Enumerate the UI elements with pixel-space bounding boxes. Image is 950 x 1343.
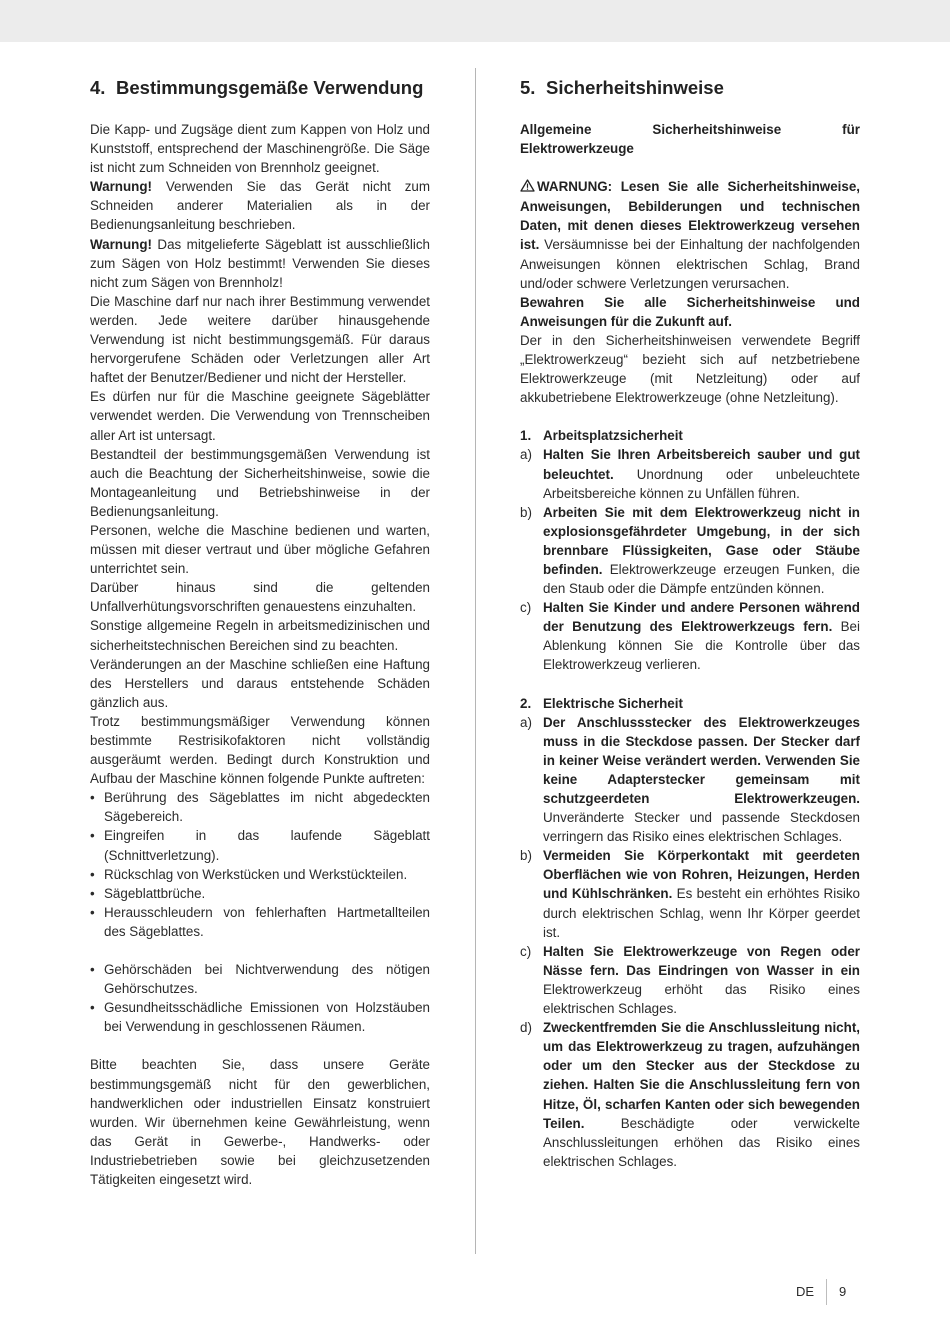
spacer [90,1036,430,1055]
list-item: b) Vermeiden Sie Körperkontakt mit geerdeten Oberflächen wie von Rohren, Heizungen, Herden und Kühlschränken. Es besteht ein erhöhtes Risiko durch elektrischen Schlag, wenn Ihr Körper geerdet ist. [520,848,861,940]
spacer [520,407,860,426]
warning-label: Warnung! [90,236,152,252]
warning-label: Warnung! [90,179,152,195]
section-4-heading: 4. Bestimmungsgemäße Verwendung [90,77,424,98]
left-column [90,76,430,1189]
spacer [90,941,430,960]
spacer [520,675,860,694]
warning-paragraph: Warnung! Verwenden Sie das Gerät nicht zum Schneiden anderer Materialien als in der Bedienungsanleitung beschrieben. [90,179,430,233]
header-band [0,0,950,42]
paragraph: Die Maschine darf nur nach ihrer Bestimmung verwendet werden. Jede weitere darüber hinausgehende Verwendung ist nicht bestimmungsgemäß. Für daraus hervorgerufene Schäden oder Verletzungen aller Art haftet der Benutzer/Bediener und nicht der Hersteller. [90,293,430,386]
section-2-heading: 2. Elektrische Sicherheit [520,695,683,711]
list-item: b) Arbeiten Sie mit dem Elektrowerkzeug nicht in explosionsgefährdeter Umgebung, in der sich brennbare Flüssigkeiten, Gase oder Stäube befinden. Elektrowerkzeuge erzeugen Funken, die den Staub oder die Dämpfe entzünden können. [520,504,860,597]
warning-paragraph: Warnung! Das mitgelieferte Sägeblatt ist ausschließlich zum Sägen von Holz bestimmt! Verwenden Sie dieses nicht zum Sägen von Brennholz! [90,236,430,290]
paragraph: Es dürfen nur für die Maschine geeignete Sägeblätter verwendet werden. Die Verwendung von Trennscheiben aller Art ist untersagt. [90,389,430,443]
list-item: • Sägeblattbrüche. [90,885,206,901]
list-item: • Rückschlag von Werkstücken und Werkstückteilen. [90,866,408,882]
list-item: • Berührung des Sägeblattes im nicht abgedeckten Sägebereich. [90,790,430,825]
spacer [520,158,860,177]
list-item: d) Zweckentfremden Sie die Anschlussleitung nicht, um das Elektrowerkzeug zu tragen, aufzuhängen oder um den Stecker aus der Steckdose zu ziehen. Halten Sie die Anschlussleitung fern von Hitze, Öl, scharfen Kanten oder sich bewegenden Teilen. Beschädigte oder verwickelte Anschlussleitungen erhöhen das Risiko eines elektrischen Schlages. [520,1020,860,1169]
list-item: • Eingreifen in das laufende Sägeblatt (Schnittverletzung). [90,828,430,863]
paragraph: Der in den Sicherheitshinweisen verwendete Begriff „Elektrowerkzeug“ bezieht sich auf netzbetriebene Elektrowerkzeuge (mit Netzleitung) oder auf akkubetriebene Elektrowerkzeuge (ohne Netzleitung). [520,332,860,406]
paragraph: Darüber hinaus sind die geltenden Unfallverhütungsvorschriften genauestens einzuhalten. [90,580,430,615]
paragraph: Trotz bestimmungsmäßiger Verwendung können bestimmte Restrisikofaktoren nicht vollständig ausgeräumt werden. Bedingt durch Konstruktion und Aufbau der Maschine können folgende Punkte auftreten: [90,713,430,787]
section-1-heading: 1. Arbeitsplatzsicherheit [520,428,683,444]
keep-instructions: Bewahren Sie alle Sicherheitshinweise und Anweisungen für die Zukunft auf. [520,294,860,329]
paragraph: Veränderungen an der Maschine schließen eine Haftung des Herstellers und daraus entstehende Schäden gänzlich aus. [90,656,430,710]
section-5-heading: 5. Sicherheitshinweise [520,77,724,98]
paragraph: Bitte beachten Sie, dass unsere Geräte bestimmungsgemäß nicht für den gewerblichen, handwerklichen oder industriellen Einsatz konstruiert wurden. Wir übernehmen keine Gewährleistung, wenn das Gerät in Gewerbe-, Handwerks- oder Industriebetrieben sowie bei gleichzusetzenden Tätigkeiten eingesetzt wird. [90,1057,430,1187]
page-number: 9 [839,1284,847,1299]
list-item: • Herausschleudern von fehlerhaften Hartmetallteilen des Sägeblattes. [90,904,430,939]
list-item: • Gehörschäden bei Nichtverwendung des nötigen Gehörschutzes. [90,962,430,997]
paragraph: Bestandteil der bestimmungsgemäßen Verwendung ist auch die Beachtung der Sicherheitshinweise, sowie die Montageanleitung und Betriebshinweise in der Bedienungsanleitung. [90,446,430,519]
list-item: • Gesundheitsschädliche Emissionen von Holzstäuben bei Verwendung in geschlossenen Räumen. [90,1000,430,1035]
warning-paragraph: WARNUNG: Lesen Sie alle Sicherheitshinweise, Anweisungen, Bebilderungen und technischen Daten, mit denen dieses Elektrowerkzeug versehen ist. Versäumnisse bei der Einhaltung der nachfolgenden Anweisungen können elektrischen Schlag, Brand und/oder schwere Verletzungen verursachen. [520,179,860,291]
list-item: c) Halten Sie Kinder und andere Personen während der Benutzung des Elektrowerkzeugs fern. Bei Ablenkung können Sie die Kontrolle über das Elektrowerkzeug verlieren. [520,600,860,673]
subheading: Allgemeine Sicherheitshinweise für Elektrowerkzeuge [520,122,860,157]
paragraph: Personen, welche die Maschine bedienen und warten, müssen mit dieser vertraut und über mögliche Gefahren unterrichtet sein. [90,522,430,577]
right-column [520,76,860,1171]
language-code: DE [796,1284,815,1299]
list-item: a) Halten Sie Ihren Arbeitsbereich sauber und gut beleuchtet. Unordnung oder unbeleuchtete Arbeitsbereiche können zu Unfällen führen. [520,447,860,501]
warning-triangle-icon [520,178,535,197]
column-divider [475,68,476,1254]
paragraph: Sonstige allgemeine Regeln in arbeitsmedizinischen und sicherheitstechnischen Bereichen sind zu beachten. [90,618,430,653]
footer-divider [826,1279,827,1305]
paragraph: Die Kapp- und Zugsäge dient zum Kappen von Holz und Kunststoff, entsprechend der Maschinengröße. Die Säge ist nicht zum Schneiden von Brennholz geeignet. [90,122,430,176]
list-item: c) Halten Sie Elektrowerkzeuge von Regen oder Nässe fern. Das Eindringen von Wasser in ein Elektrowerkzeug erhöht das Risiko eines elektrischen Schlages. [520,943,860,1017]
list-item: a) Der Anschlussstecker des Elektrowerkzeuges muss in die Steckdose passen. Der Stecker darf in keiner Weise verändert werden. Verwenden Sie keine Adapterstecker gemeinsam mit schutzgeerdeten Elektrowerkzeugen. Unveränderte Stecker und passende Steckdosen verringern das Risiko eines elektrischen Schlages. [520,714,860,845]
